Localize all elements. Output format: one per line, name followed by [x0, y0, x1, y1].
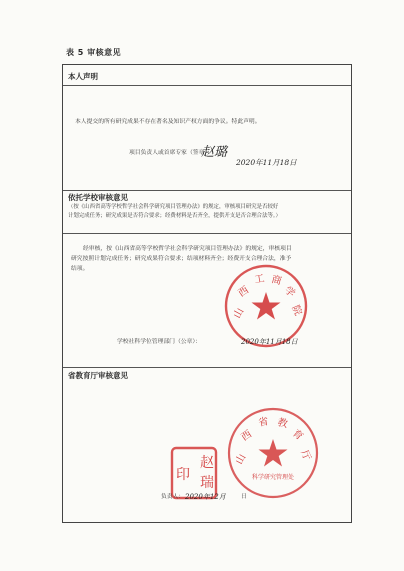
review-table: [62, 64, 352, 523]
signature-label: 项目负责人或首席专家（签章）：: [129, 150, 214, 156]
svg-text:工: 工: [253, 273, 266, 286]
school-review-instruction-2: 计划完成任务；研究成果是否符合要求；经费材料是否齐全，提供开支是否合理合法等。）: [68, 213, 281, 219]
svg-text:厅: 厅: [298, 448, 313, 463]
school-sign-label: 学校社科学位管理部门（公章）：: [117, 339, 202, 345]
dept-handwritten-date: 2020年12月: [185, 493, 226, 501]
divider: [63, 233, 351, 234]
svg-text:山: 山: [233, 452, 249, 467]
svg-text:西: 西: [236, 284, 251, 300]
school-opinion-line-2: 研究按照计划完成任务；研究成果符合要求；结项材料齐全；经费开支合理合法，准予: [71, 256, 292, 262]
svg-text:山: 山: [231, 306, 247, 321]
dept-sign-label: 负责人：: [161, 494, 185, 500]
school-review-instruction-1: （按《山西省高等学校哲学社会科学研究项目管理办法》的规定，审核项目研究是否较好: [68, 204, 279, 210]
divider: [63, 367, 351, 368]
svg-text:赵: 赵: [200, 455, 214, 471]
school-opinion-line-1: 经审核，按《山西省高等学校哲学社会科学研究项目管理办法》的规定，审核项目: [83, 246, 292, 252]
svg-text:西: 西: [239, 428, 254, 444]
school-handwritten-date: 2020年11月18日: [241, 338, 298, 346]
section-title-education-dept: 省教育厅审核意见: [68, 371, 128, 380]
divider: [63, 85, 351, 86]
school-opinion-line-3: 结项。: [71, 266, 89, 272]
education-dept-seal: [225, 405, 321, 501]
svg-text:商: 商: [270, 274, 283, 288]
svg-text:瑞: 瑞: [200, 475, 214, 491]
svg-text:教: 教: [276, 417, 289, 431]
handwritten-date: 2020年11月18日: [236, 158, 297, 167]
svg-text:育: 育: [290, 427, 305, 443]
table-title: 表 5 审核意见: [66, 48, 122, 57]
seal-sub-text: 科学研究管理处: [251, 474, 295, 481]
dept-date-suffix: 日: [241, 494, 247, 500]
section-title-school-review: 依托学校审核意见: [68, 193, 128, 202]
svg-text:印: 印: [176, 467, 190, 483]
handwritten-signature: 赵璐: [201, 145, 228, 160]
svg-text:省: 省: [257, 416, 270, 429]
divider: [63, 190, 351, 191]
svg-text:院: 院: [289, 303, 304, 318]
svg-text:学: 学: [282, 284, 297, 300]
declaration-statement: 本人提交的所有研究成果不存在著名及知识产权方面的争议。特此声明。: [75, 119, 261, 125]
section-title-declaration: 本人声明: [68, 72, 98, 81]
